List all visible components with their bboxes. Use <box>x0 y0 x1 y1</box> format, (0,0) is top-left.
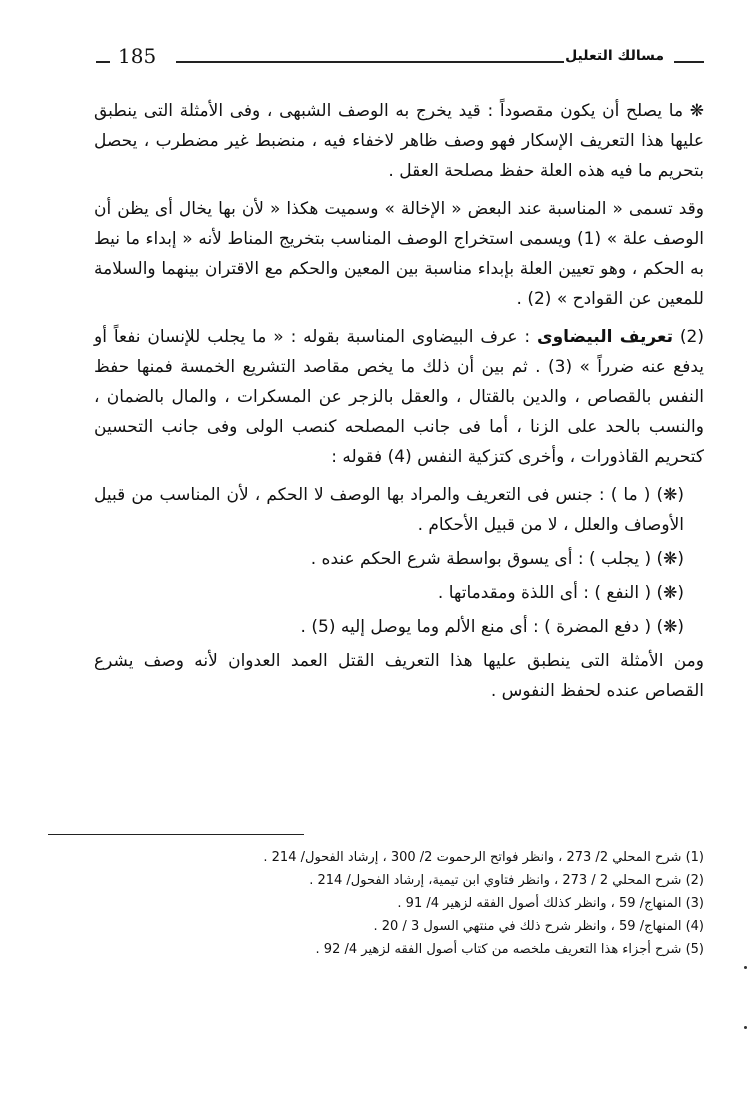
definition-item: (❋) ( النفع ) : أى اللذة ومقدماتها . <box>437 583 684 603</box>
paragraph <box>94 322 704 472</box>
paragraph-text: : عرف البيضاوى المناسبة بقوله : « ما يجلب للإنسان نفعاً أو يدفع عنه ضرراً » (3) . ثم بين أن ذلك ما يخص مقاصد التشريع الخمسة فمنها حفظ النفس بالقصاص ، والدين بالقتال ، والعقل بالزجر عن المسكرات ، والمال بالضمان ، والنسب بالحد على الزنا ، أما فى جانب المصلحه كنصب الولى وفى جانب التحسين كتحريم القاذورات ، وأخرى كتزكية النفس (4) فقوله : <box>94 327 704 467</box>
footnote: (3) المنهاج/ 59 ، وانظر كذلك أصول الفقه لزهير 4/ 91 . <box>397 896 704 911</box>
footnote: (5) شرح أجزاء هذا التعريف ملخصه من كتاب أصول الفقه لزهير 4/ 92 . <box>315 942 704 957</box>
footnote: (2) شرح المحلي 2 / 273 ، وانظر فتاوي ابن تيمية، إرشاد الفحول/ 214 . <box>309 873 704 888</box>
section-heading: تعريف البيضاوى <box>537 327 673 347</box>
definition-item: (❋) ( ما ) : جنس فى التعريف والمراد بها الوصف لا الحكم ، لأن المناسب من قبيل الأوصاف والعلل ، لا من قبيل الأحكام . <box>94 485 684 535</box>
footnote: (4) المنهاج/ 59 ، وانظر شرح ذلك في منتهي السول 3 / 20 . <box>373 919 704 934</box>
header-rule <box>176 61 564 63</box>
paragraph: ❋ ما يصلح أن يكون مقصوداً : قيد يخرج به الوصف الشبهى ، وفى الأمثلة التى ينطبق عليها هذا التعريف الإسكار فهو وصف ظاهر لاخفاء فيه ، منضبط غير مضطرب ، يحصل بتحريم ما فيه هذه العلة حفظ مصلحة العقل . <box>94 101 704 181</box>
page-header <box>96 44 704 74</box>
footnotes <box>94 846 704 961</box>
page-number: 185 <box>118 44 157 68</box>
main-text <box>94 96 704 714</box>
section-number: (2) <box>679 327 704 347</box>
paragraph: وقد تسمى « المناسبة عند البعض « الإخالة » وسميت هكذا « لأن بها يخال أى يظن أن الوصف علة » (1) ويسمى استخراج الوصف المناسب بتخريج المناط لأنه « إبداء ما نيط به الحكم ، وهو تعيين العلة بإبداء مناسبة بين المعين والحكم مع الاقتران بينهما والسلامة للمعين عن القوادح » (2) . <box>94 199 704 309</box>
footnote-separator <box>48 834 304 835</box>
paragraph: ومن الأمثلة التى ينطبق عليها هذا التعريف القتل العمد العدوان لأنه وصف يشرع القصاص عنده لحفظ النفوس . <box>94 651 704 701</box>
definition-item: (❋) ( دفع المضرة ) : أى منع الألم وما يوصل إليه (5) . <box>300 617 684 637</box>
header-rule <box>674 61 704 63</box>
header-rule <box>96 61 110 63</box>
running-title: مسالك التعليل <box>565 48 664 64</box>
scan-speck <box>744 1026 747 1029</box>
footnote: (1) شرح المحلي 2/ 273 ، وانظر فواتح الرحموت 2/ 300 ، إرشاد الفحول/ 214 . <box>263 850 704 865</box>
scan-speck <box>744 966 747 969</box>
definition-item: (❋) ( يجلب ) : أى يسوق بواسطة شرع الحكم عنده . <box>310 549 684 569</box>
